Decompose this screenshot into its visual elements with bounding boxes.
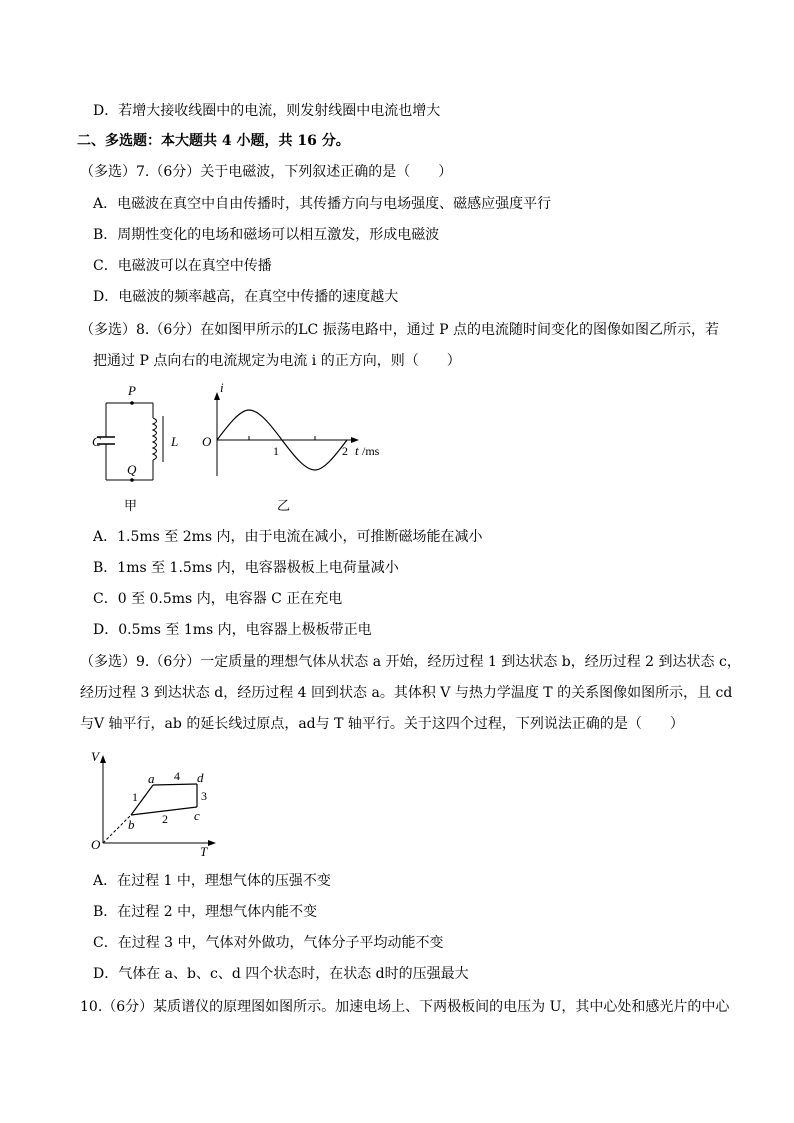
label-origin: O bbox=[202, 434, 212, 449]
state-a-label: a bbox=[148, 771, 155, 786]
state-d-label: d bbox=[197, 770, 204, 785]
q7-option-a: A．电磁波在真空中自由传播时，其传播方向与电场强度、磁感应强度平行 bbox=[93, 196, 552, 212]
q6-option-d: D．若增大接收线圈中的电流，则发射线圈中电流也增大 bbox=[93, 103, 441, 119]
tick-label-2: 2 bbox=[342, 444, 348, 458]
q7-option-c: C．电磁波可以在真空中传播 bbox=[93, 258, 272, 274]
label-v: V bbox=[91, 749, 99, 764]
q8-option-a: A．1.5ms 至 2ms 内，由于电流在减小，可推断磁场能在减小 bbox=[93, 529, 483, 545]
process-4-line bbox=[153, 784, 197, 785]
process-2-label: 2 bbox=[162, 812, 168, 826]
caption-jia: 甲 bbox=[124, 498, 138, 513]
q7-option-d: D．电磁波的频率越高，在真空中传播的速度越大 bbox=[93, 289, 399, 305]
ab-extension-dashed bbox=[103, 815, 131, 843]
lc-circuit-diagram bbox=[88, 378, 198, 520]
q9-option-c: C．在过程 3 中，气体对外做功，气体分子平均动能不变 bbox=[93, 935, 444, 951]
volume-temperature-graph bbox=[90, 745, 220, 860]
q8-stem-line1: （多选）8.（6分）在如图甲所示的LC 振荡电路中，通过 P 点的电流随时间变化的图像如图乙所示，若 bbox=[80, 322, 720, 338]
label-unit-ms: /ms bbox=[362, 444, 380, 458]
v-axis-arrow bbox=[100, 755, 106, 763]
tick-label-1: 1 bbox=[273, 444, 279, 458]
q8-option-d: D．0.5ms 至 1ms 内，电容器上极板带正电 bbox=[93, 622, 372, 638]
state-b-label: b bbox=[128, 817, 135, 832]
q9-stem-line1: （多选）9.（6分）一定质量的理想气体从状态 a 开始，经历过程 1 到达状态 b，经历过程 2 到达状态 c， bbox=[80, 654, 741, 670]
q8-option-b: B．1ms 至 1.5ms 内，电容器极板上电荷量减小 bbox=[93, 560, 399, 576]
inductor-coil bbox=[153, 418, 157, 460]
q9-option-b: B．在过程 2 中，理想气体内能不变 bbox=[93, 904, 318, 920]
label-p: P bbox=[128, 383, 136, 398]
label-t: t bbox=[355, 443, 359, 458]
caption-yi: 乙 bbox=[277, 498, 291, 513]
state-c-label: c bbox=[194, 808, 200, 823]
q9-stem-line3: 与V 轴平行，ab 的延长线过原点，ad与 T 轴平行。关于这四个过程，下列说法正确的是（ ） bbox=[80, 716, 684, 732]
label-l: L bbox=[171, 434, 179, 449]
section-heading-multi-choice: 二、多选题：本大题共 4 小题，共 16 分。 bbox=[77, 133, 350, 149]
label-c: C bbox=[92, 434, 101, 449]
point-q-dot bbox=[130, 478, 134, 482]
label-q: Q bbox=[127, 462, 137, 477]
q9-stem-line2: 经历过程 3 到达状态 d，经历过程 4 回到状态 a。其体积 V 与热力学温度 T 的关系图像如图所示，且 cd bbox=[80, 685, 733, 701]
process-3-label: 3 bbox=[201, 789, 207, 803]
process-1-label: 1 bbox=[132, 790, 138, 804]
current-time-graph bbox=[198, 378, 398, 520]
q8-stem-line2: 把通过 P 点向右的电流规定为电流 i 的正方向，则（ ） bbox=[93, 353, 461, 369]
q10-stem: 10.（6分）某质谱仪的原理图如图所示。加速电场上、下两极板间的电压为 U，其中心处和感光片的中心 bbox=[80, 999, 730, 1015]
label-t: T bbox=[200, 844, 208, 859]
point-p-dot bbox=[130, 401, 134, 405]
q8-option-c: C．0 至 0.5ms 内，电容器 C 正在充电 bbox=[93, 591, 343, 607]
label-i: i bbox=[220, 380, 224, 395]
label-origin: O bbox=[91, 837, 101, 852]
q7-option-b: B．周期性变化的电场和磁场可以相互激发，形成电磁波 bbox=[93, 227, 440, 243]
t-axis-arrow bbox=[208, 840, 216, 846]
q9-option-d: D．气体在 a、b、c、d 四个状态时，在状态 d时的压强最大 bbox=[93, 966, 469, 982]
process-4-label: 4 bbox=[174, 769, 180, 783]
q9-option-a: A．在过程 1 中，理想气体的压强不变 bbox=[93, 873, 331, 889]
q7-stem: （多选）7.（6分）关于电磁波，下列叙述正确的是（ ） bbox=[80, 164, 453, 180]
